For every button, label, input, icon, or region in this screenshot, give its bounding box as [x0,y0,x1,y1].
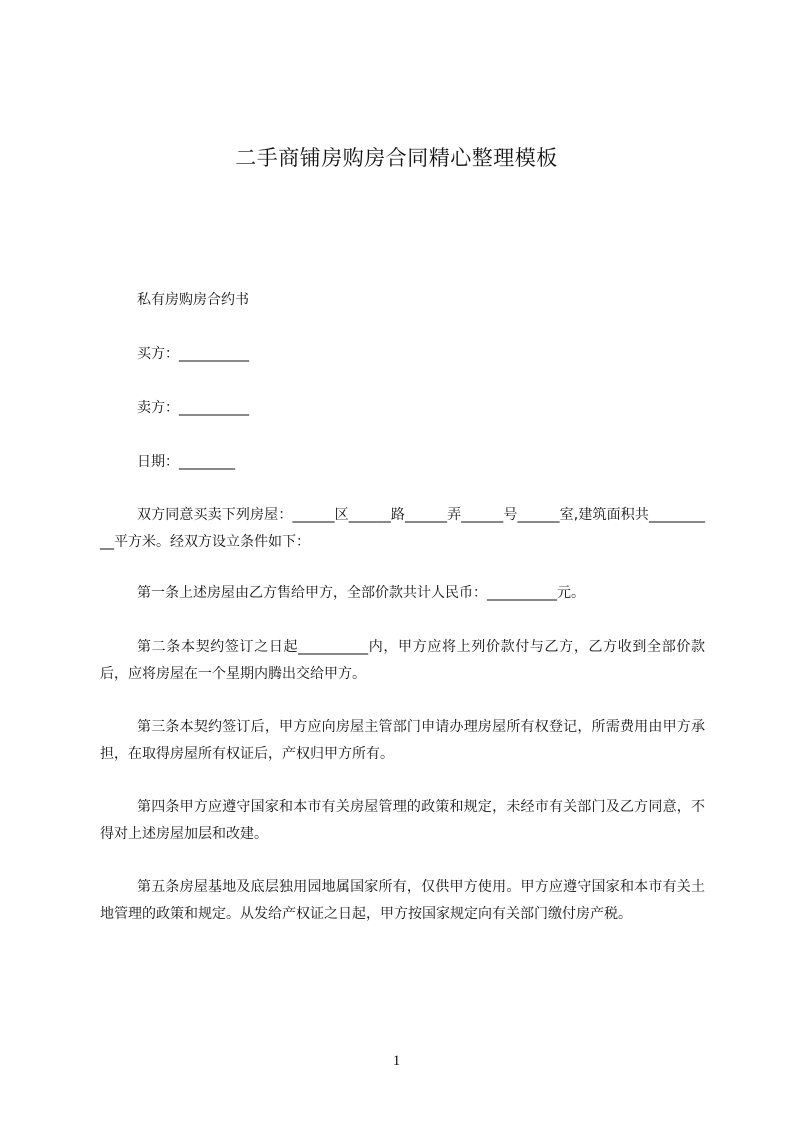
date-field: 日期：________ [137,454,235,470]
contract-subtitle: 私有房购房合约书 [137,292,249,308]
seller-field: 卖方：__________ [137,400,249,416]
paragraph-article-3: 第三条本契约签订后，甲方应向房屋主管部门申请办理房屋所有权登记，所需费用由甲方承担，在取得房屋所有权证后，产权归甲方所有。 [100,719,705,762]
paragraph-article-1: 第一条上述房屋由乙方售给甲方，全部价款共计人民币：__________元。 [137,585,585,601]
paragraph-article-5: 第五条房屋基地及底层独用园地属国家所有，仅供甲方使用。甲方应遵守国家和本市有关土地管理的政策和规定。从发给产权证之日起，甲方按国家规定向有关部门缴付房产税。 [100,879,705,922]
page-number: 1 [392,1053,401,1069]
paragraph-intro: 双方同意买卖下列房屋：______区______路______弄______号______室,建筑面积共__________平方米。经双方设立条件如下： [100,507,705,550]
paragraph-article-2: 第二条本契约签订之日起__________内，甲方应将上列价款付与乙方，乙方收到全部价款后，应将房屋在一个星期内腾出交给甲方。 [100,639,705,682]
paragraph-article-4: 第四条甲方应遵守国家和本市有关房屋管理的政策和规定，未经市有关部门及乙方同意，不得对上述房屋加层和改建。 [100,799,705,842]
buyer-field: 买方：__________ [137,346,249,362]
document-title: 二手商铺房购房合同精心整理模板 [235,146,558,170]
